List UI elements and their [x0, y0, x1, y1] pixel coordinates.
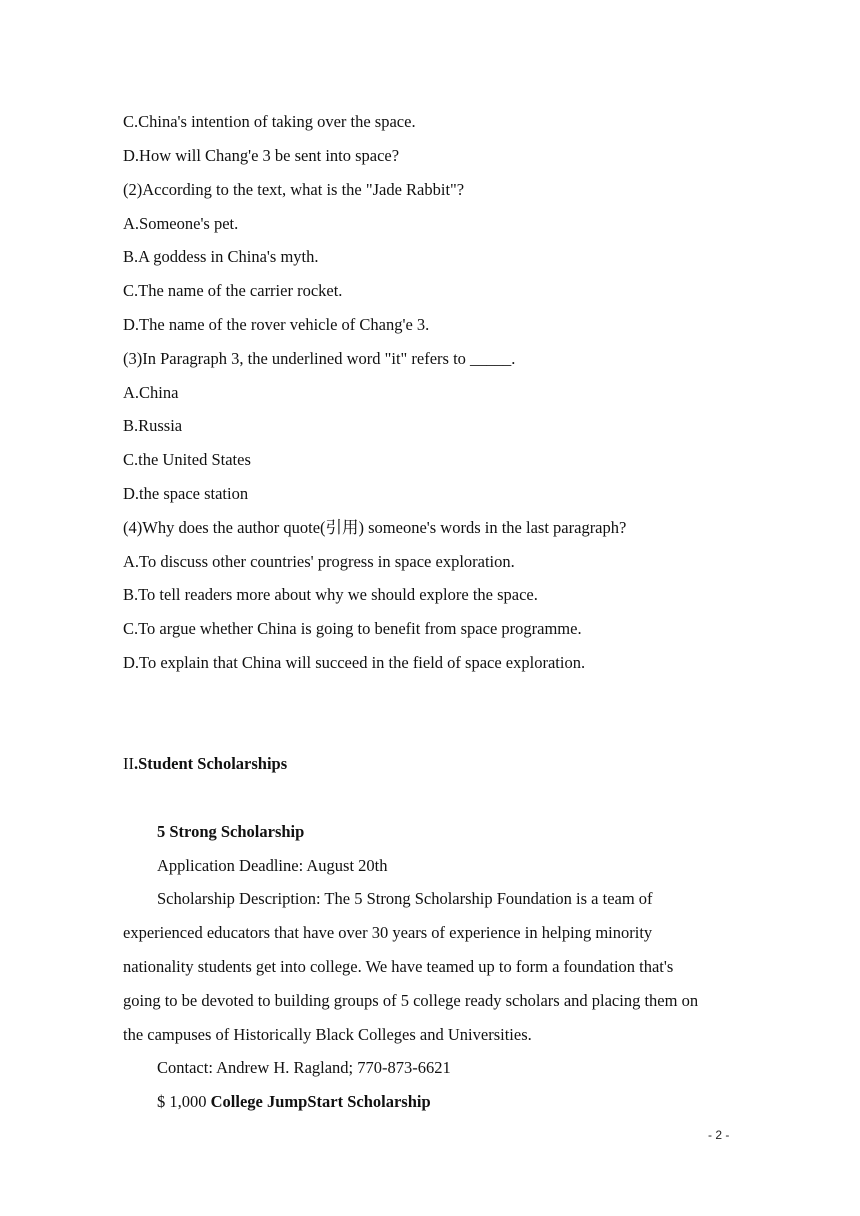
scholarship-1-description-line: the campuses of Historically Black Colleges and Universities. — [123, 1025, 532, 1044]
question-2-option-a: A.Someone's pet. — [123, 214, 239, 233]
question-3-option-a: A.China — [123, 383, 179, 402]
question-2-stem: (2)According to the text, what is the "Jade Rabbit"? — [123, 180, 465, 199]
scholarship-2-amount: $ 1,000 — [157, 1092, 211, 1111]
page-number: - 2 - — [708, 1128, 730, 1142]
question-3-option-b: B.Russia — [123, 416, 183, 435]
question-3-option-c: C.the United States — [123, 450, 251, 469]
question-4-option-b: B.To tell readers more about why we should explore the space. — [123, 585, 538, 604]
question-1-option-c: C.China's intention of taking over the space. — [123, 112, 416, 131]
section-heading — [123, 754, 287, 774]
question-4-option-c: C.To argue whether China is going to benefit from space programme. — [123, 619, 582, 638]
scholarship-1-description-line: going to be devoted to building groups of 5 college ready scholars and placing them on — [123, 991, 699, 1010]
question-2-option-d: D.The name of the rover vehicle of Chang'e 3. — [123, 315, 430, 334]
scholarship-2-heading — [157, 1092, 431, 1112]
question-2-option-c: C.The name of the carrier rocket. — [123, 281, 343, 300]
question-2-option-b: B.A goddess in China's myth. — [123, 247, 319, 266]
scholarship-2-title: College JumpStart Scholarship — [210, 1092, 431, 1111]
question-3-stem: (3)In Paragraph 3, the underlined word "it" refers to _____. — [123, 349, 516, 368]
scholarship-1-description-line: nationality students get into college. We have teamed up to form a foundation that's — [123, 957, 674, 976]
question-3-option-d: D.the space station — [123, 484, 249, 503]
scholarship-1-description-line: experienced educators that have over 30 years of experience in helping minority — [123, 923, 653, 942]
scholarship-1-deadline: Application Deadline: August 20th — [157, 856, 388, 875]
question-4-option-d: D.To explain that China will succeed in the field of space exploration. — [123, 653, 586, 672]
scholarship-1-description-line: Scholarship Description: The 5 Strong Scholarship Foundation is a team of — [157, 889, 653, 908]
scholarship-1-contact: Contact: Andrew H. Ragland; 770-873-6621 — [157, 1058, 451, 1077]
question-4-option-a: A.To discuss other countries' progress in space exploration. — [123, 552, 515, 571]
section-title: .Student Scholarships — [134, 754, 288, 773]
question-1-option-d: D.How will Chang'e 3 be sent into space? — [123, 146, 400, 165]
question-4-stem: (4)Why does the author quote(引用) someone's words in the last paragraph? — [123, 518, 627, 537]
section-numeral: II — [123, 754, 134, 773]
scholarship-1-title: 5 Strong Scholarship — [157, 822, 305, 841]
